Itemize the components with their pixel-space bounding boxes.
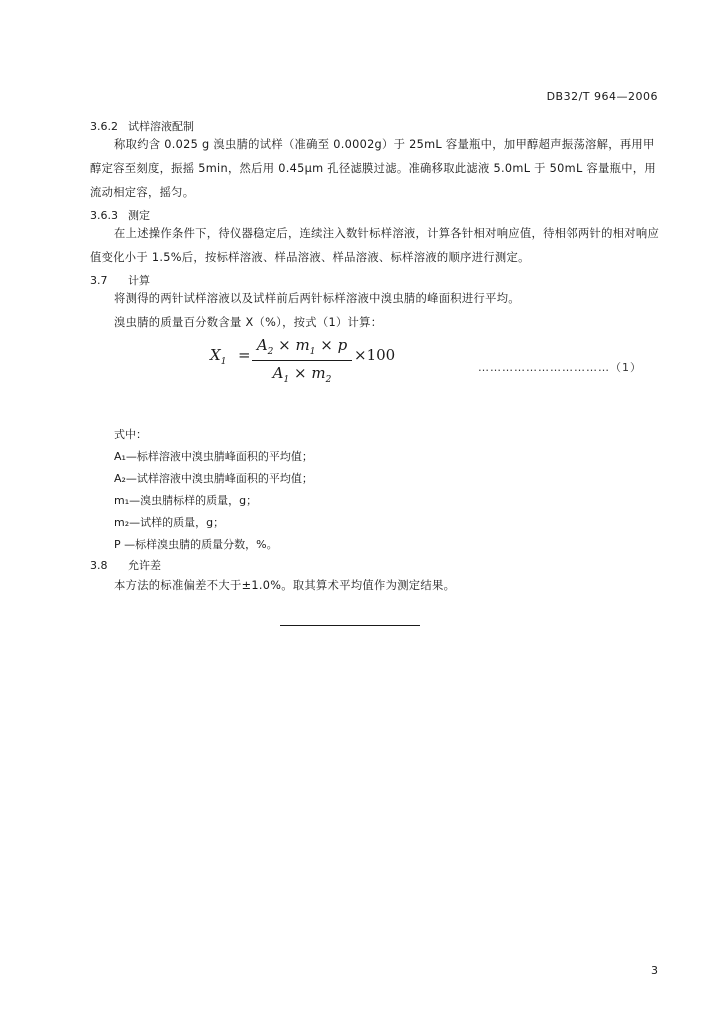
formula-denominator: $A_1 \times m_2$ <box>272 364 332 385</box>
page-number: 3 <box>651 964 658 977</box>
paragraph-3-8: 本方法的标准偏差不大于±1.0%。取其算术平均值作为测定结果。 <box>114 579 456 592</box>
paragraph-3-7-b: 溴虫腈的质量百分数含量 X（%），按式（1）计算： <box>114 316 383 329</box>
heading-3-7 <box>90 272 150 288</box>
where-intro: 式中： <box>114 428 147 441</box>
paragraph-3-7-a: 将测得的两针试样溶液以及试样前后两针标样溶液中溴虫腈的峰面积进行平均。 <box>114 292 520 305</box>
where-line: A₂—试样溶液中溴虫腈峰面积的平均值； <box>114 472 313 485</box>
formula-equals: = <box>238 346 251 364</box>
section-title: 计算 <box>128 274 150 287</box>
formula-fraction <box>252 336 352 385</box>
std-code: DB32/T 964—2006 <box>546 90 658 103</box>
formula-numerator: $A_2 \times m_1 \times p$ <box>256 336 348 357</box>
end-rule <box>280 625 420 626</box>
heading-3-6-3 <box>90 207 150 223</box>
section-number: 3.6.2 <box>90 120 118 133</box>
paragraph-3-6-2: 称取约含 0.025 g 溴虫腈的试样（准确至 0.0002g）于 25mL 容量瓶中，加甲醇超声振荡溶解，再用甲醇定容至刻度，振摇 5min，然后用 0.45μm 孔径滤膜过滤。准确移取此滤液 5.0mL 于 50mL 容量瓶中，用流动相定容，摇匀。 <box>90 138 657 199</box>
formula-factor: ×100 <box>354 346 396 364</box>
equation-number: ……………………………（1） <box>478 361 642 374</box>
paragraph-3-6-3: 在上述操作条件下，待仪器稳定后，连续注入数针标样溶液，计算各针相对响应值，待相邻两针的相对响应值变化小于 1.5%后，按标样溶液、样品溶液、样品溶液、标样溶液的顺序进行测定。 <box>90 227 660 264</box>
heading-3-6-2 <box>90 118 194 134</box>
where-line: A₁—标样溶液中溴虫腈峰面积的平均值； <box>114 450 313 463</box>
section-number: 3.7 <box>90 274 108 287</box>
fraction-bar <box>252 360 352 361</box>
heading-3-8 <box>90 557 161 573</box>
section-number: 3.8 <box>90 559 108 572</box>
where-line: m₂—试样的质量，g； <box>114 516 225 529</box>
section-title: 允许差 <box>128 559 161 572</box>
where-line: P —标样溴虫腈的质量分数，%。 <box>114 538 278 551</box>
section-title: 试样溶液配制 <box>128 120 194 133</box>
section-number: 3.6.3 <box>90 209 118 222</box>
section-title: 测定 <box>128 209 150 222</box>
formula-lhs: $X_1$ <box>210 346 227 367</box>
where-line: m₁—溴虫腈标样的质量，g； <box>114 494 258 507</box>
